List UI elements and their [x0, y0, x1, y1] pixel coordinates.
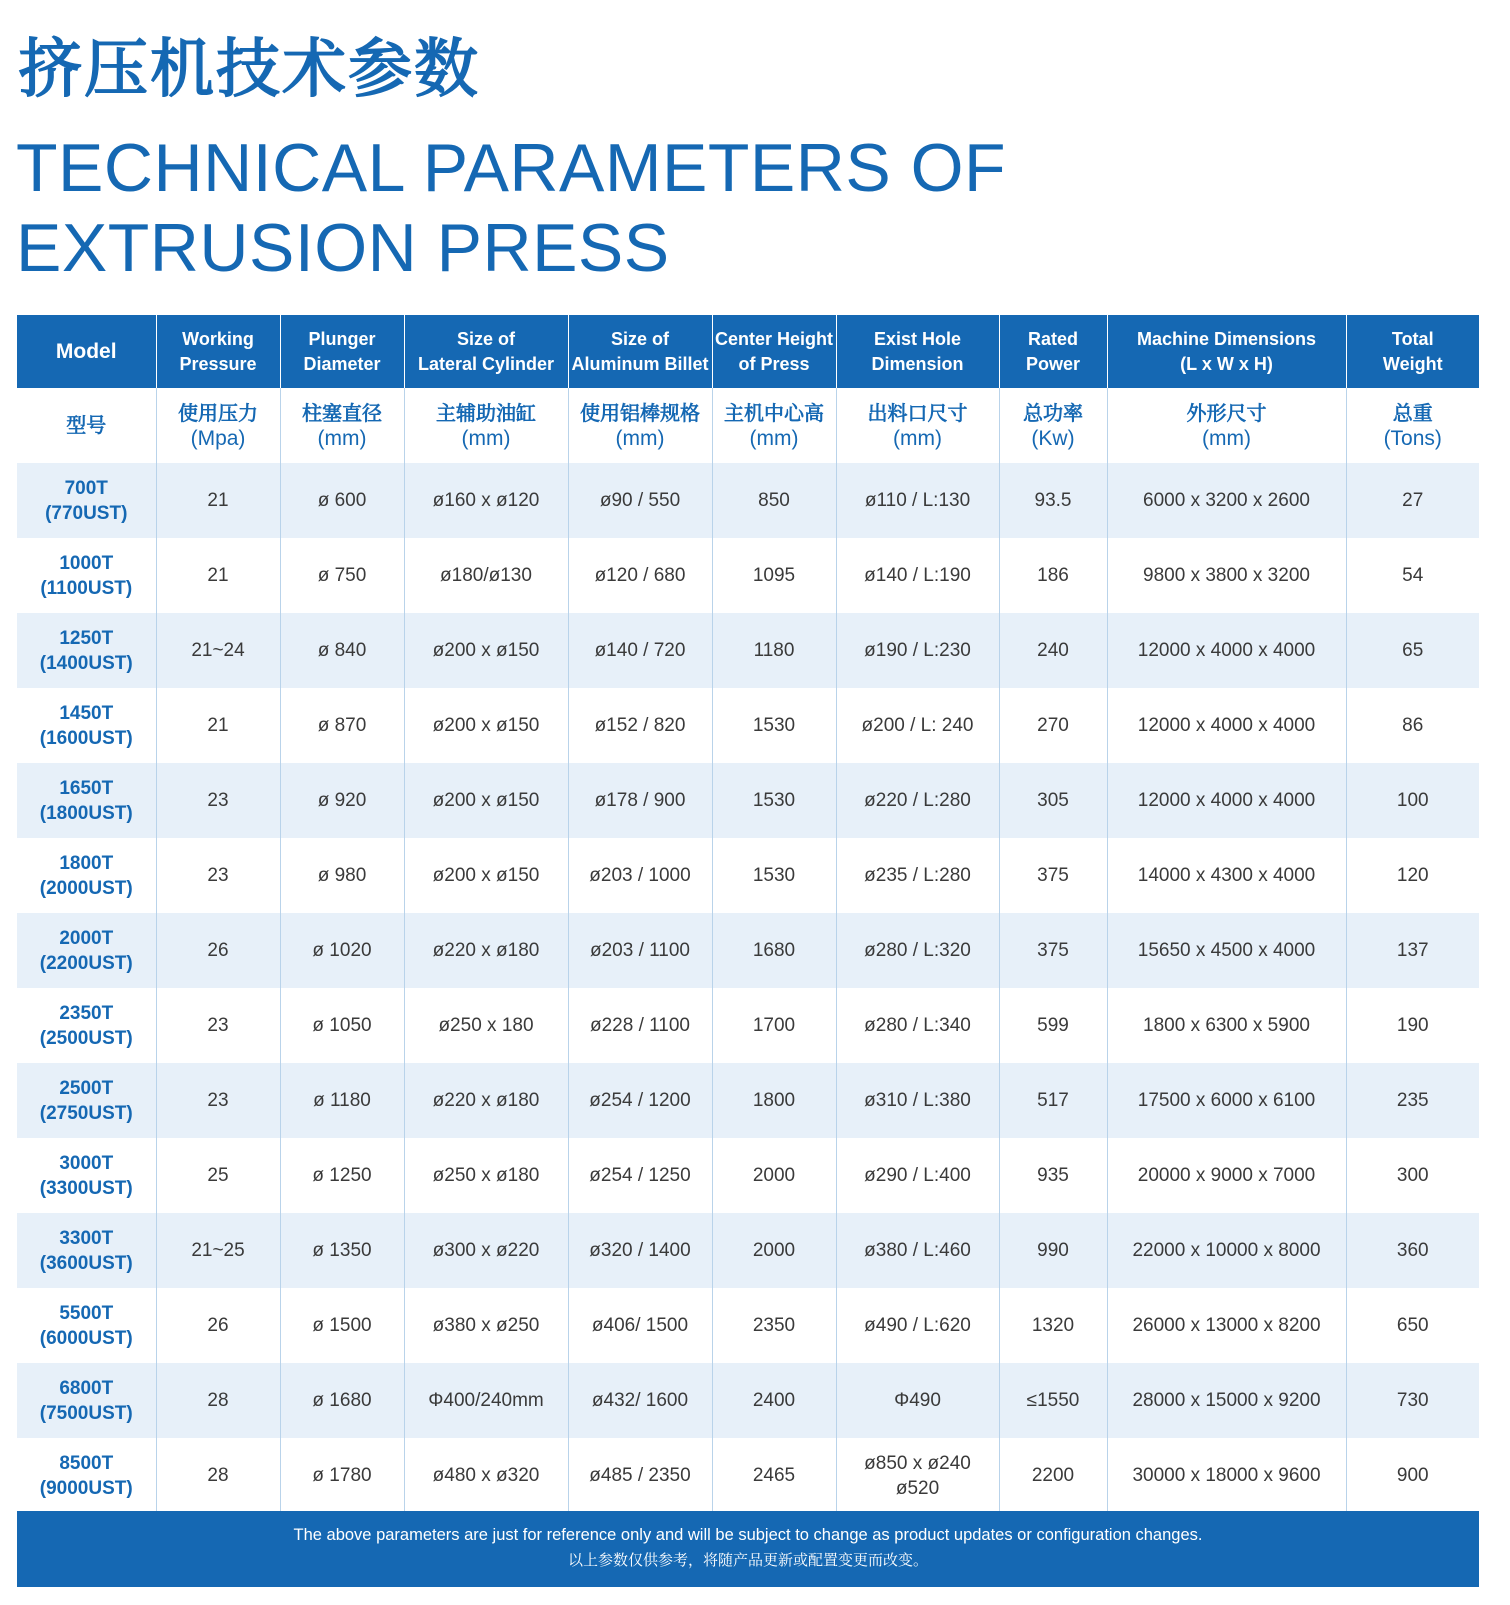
model-cell	[17, 988, 156, 1063]
cell-line: (1100UST)	[40, 577, 133, 599]
table-cell: ø 920	[280, 763, 404, 838]
model-cell	[17, 463, 156, 538]
table-row	[17, 1438, 1479, 1513]
model-cell	[17, 538, 156, 613]
table-cell	[836, 538, 999, 613]
header-cn-label: 总功率	[1023, 400, 1083, 425]
table-row	[17, 1138, 1479, 1213]
model-cell	[17, 1138, 156, 1213]
table-cell: 23	[156, 763, 280, 838]
cell-line: (3300UST)	[39, 1177, 133, 1199]
table-cell: ø 750	[280, 538, 404, 613]
table-cell: 300	[1346, 1138, 1479, 1213]
column-header-en	[712, 315, 836, 388]
table-cell: 21~24	[156, 613, 280, 688]
header-row-chinese	[17, 388, 1479, 463]
table-cell: 517	[999, 1063, 1107, 1138]
table-cell: ø250 x 180	[404, 988, 568, 1063]
header-cn-label: 出料口尺寸	[867, 400, 968, 425]
table-cell: 1680	[712, 913, 836, 988]
header-cn-label: 柱塞直径	[302, 400, 382, 425]
cell-line: (2500UST)	[39, 1027, 133, 1049]
table-cell: ø228 / 1100	[568, 988, 712, 1063]
header-unit: (mm)	[317, 426, 367, 450]
cell-line: 700T	[64, 477, 108, 499]
table-cell: 850	[712, 463, 836, 538]
table-cell: 120	[1346, 838, 1479, 913]
table-cell: 26	[156, 1288, 280, 1363]
page-title-english	[16, 128, 1006, 288]
header-cn-label: 使用铝棒规格	[580, 400, 700, 425]
table-cell: ø200 x ø150	[404, 763, 568, 838]
column-header-en	[568, 315, 712, 388]
cell-line: (770UST)	[45, 502, 128, 524]
table-cell: 23	[156, 988, 280, 1063]
column-header-en	[17, 315, 156, 388]
table-cell: ø180/ø130	[404, 538, 568, 613]
table-cell: 1320	[999, 1288, 1107, 1363]
table-cell: ø 1680	[280, 1363, 404, 1438]
table-body	[17, 463, 1479, 1513]
table-cell: 1530	[712, 688, 836, 763]
column-header-cn	[836, 388, 999, 463]
table-cell	[836, 1213, 999, 1288]
column-header-en	[156, 315, 280, 388]
model-cell	[17, 913, 156, 988]
disclaimer-english: The above parameters are just for reference only and will be subject to change as product updates or configuration changes.	[293, 1526, 1203, 1544]
table-cell: ø203 / 1100	[568, 913, 712, 988]
cell-line: Model	[55, 340, 117, 363]
table-cell: 12000 x 4000 x 4000	[1107, 763, 1346, 838]
table-cell: ø 870	[280, 688, 404, 763]
table-cell: ø 1350	[280, 1213, 404, 1288]
model-cell	[17, 1438, 156, 1513]
table-cell: 730	[1346, 1363, 1479, 1438]
cell-line: ø280 / L:340	[864, 1015, 971, 1036]
cell-line: 5500T	[59, 1302, 114, 1324]
table-cell: 1530	[712, 763, 836, 838]
title-line-1: TECHNICAL PARAMETERS OF	[16, 130, 1007, 206]
cell-line: ø220 / L:280	[864, 790, 971, 811]
cell-line: ø200 / L: 240	[861, 715, 974, 736]
table-cell	[836, 613, 999, 688]
header-unit: (mm)	[1202, 426, 1251, 450]
table-cell: 1180	[712, 613, 836, 688]
table-cell	[836, 1063, 999, 1138]
cell-line: ø190 / L:230	[864, 640, 971, 661]
column-header-en	[999, 315, 1107, 388]
table-cell	[836, 688, 999, 763]
table-cell: Φ400/240mm	[404, 1363, 568, 1438]
cell-line: Power	[1025, 353, 1081, 374]
column-header-en	[836, 315, 999, 388]
table-cell: ø380 x ø250	[404, 1288, 568, 1363]
table-cell: ø 1250	[280, 1138, 404, 1213]
header-unit: (mm)	[893, 426, 942, 450]
table-cell: 14000 x 4300 x 4000	[1107, 838, 1346, 913]
cell-line: ø380 / L:460	[864, 1240, 971, 1261]
table-cell: ø220 x ø180	[404, 1063, 568, 1138]
cell-line: Total	[1391, 328, 1434, 349]
table-cell	[836, 763, 999, 838]
model-cell	[17, 1363, 156, 1438]
cell-line: ø290 / L:400	[864, 1165, 971, 1186]
table-cell: ø 1180	[280, 1063, 404, 1138]
cell-line: Φ490	[894, 1390, 941, 1411]
column-header-en	[280, 315, 404, 388]
table-cell: ø200 x ø150	[404, 688, 568, 763]
table-row	[17, 988, 1479, 1063]
table-cell: 12000 x 4000 x 4000	[1107, 688, 1346, 763]
header-unit: (Tons)	[1383, 426, 1442, 450]
table-cell: 2465	[712, 1438, 836, 1513]
table-cell	[836, 913, 999, 988]
cell-line: 2350T	[59, 1002, 114, 1024]
table-cell	[836, 1438, 999, 1513]
table-row	[17, 913, 1479, 988]
cell-line: 6800T	[59, 1377, 114, 1399]
table-cell: ø432/ 1600	[568, 1363, 712, 1438]
table-cell: ø178 / 900	[568, 763, 712, 838]
model-cell	[17, 1213, 156, 1288]
table-cell: 2400	[712, 1363, 836, 1438]
table-cell: 6000 x 3200 x 2600	[1107, 463, 1346, 538]
column-header-cn	[1346, 388, 1479, 463]
header-cn-label: 主机中心高	[724, 400, 824, 425]
table-cell: ø485 / 2350	[568, 1438, 712, 1513]
table-cell: 21	[156, 463, 280, 538]
table-cell: ø220 x ø180	[404, 913, 568, 988]
table-cell: 27	[1346, 463, 1479, 538]
table-cell: 375	[999, 913, 1107, 988]
cell-line: 1000T	[59, 552, 114, 574]
table-cell: 21	[156, 688, 280, 763]
table-cell: 650	[1346, 1288, 1479, 1363]
table-cell: 86	[1346, 688, 1479, 763]
table-cell: 21	[156, 538, 280, 613]
cell-line: 8500T	[59, 1452, 114, 1474]
cell-line: Size of	[456, 328, 515, 349]
model-cell	[17, 1288, 156, 1363]
table-cell: 25	[156, 1138, 280, 1213]
table-row	[17, 538, 1479, 613]
table-cell: ø320 / 1400	[568, 1213, 712, 1288]
table-cell: 190	[1346, 988, 1479, 1063]
table-cell: 54	[1346, 538, 1479, 613]
cell-line: Size of	[610, 328, 669, 349]
cell-line: (1800UST)	[39, 802, 133, 824]
cell-line: 2500T	[59, 1077, 114, 1099]
cell-line: (2200UST)	[39, 952, 133, 974]
table-row	[17, 763, 1479, 838]
disclaimer-chinese: 以上参数仅供参考，将随产品更新或配置变更而改变。	[567, 1551, 928, 1569]
page-title-chinese: 挤压机技术参数	[18, 33, 480, 107]
cell-line: 3000T	[59, 1152, 114, 1174]
cell-line: Dimension	[871, 353, 964, 374]
table-cell: 270	[999, 688, 1107, 763]
cell-line: (6000UST)	[39, 1327, 133, 1349]
cell-line: ø110 / L:130	[864, 490, 971, 511]
header-cn-label: 总重	[1392, 400, 1433, 425]
table-cell: 30000 x 18000 x 9600	[1107, 1438, 1346, 1513]
cell-line: (3600UST)	[39, 1252, 133, 1274]
table-cell	[836, 1138, 999, 1213]
table-row	[17, 463, 1479, 538]
column-header-cn	[404, 388, 568, 463]
cell-line: Machine Dimensions	[1136, 328, 1317, 349]
column-header-en	[1346, 315, 1479, 388]
table-cell: ø 600	[280, 463, 404, 538]
cell-line: Rated	[1027, 328, 1078, 349]
table-cell: ø 1050	[280, 988, 404, 1063]
model-cell	[17, 1063, 156, 1138]
header-row-english	[17, 315, 1479, 388]
cell-line: (9000UST)	[39, 1477, 133, 1499]
table-row	[17, 688, 1479, 763]
table-cell	[836, 1288, 999, 1363]
cell-line: Diameter	[303, 353, 381, 374]
table-row	[17, 1213, 1479, 1288]
table-cell: 22000 x 10000 x 8000	[1107, 1213, 1346, 1288]
table-cell: ø406/ 1500	[568, 1288, 712, 1363]
cell-line: Center Height	[714, 328, 833, 349]
table-cell: ø 1500	[280, 1288, 404, 1363]
table-cell: ø 840	[280, 613, 404, 688]
cell-line: Working	[182, 328, 254, 349]
table-cell: 305	[999, 763, 1107, 838]
cell-line: ø850 x ø240	[864, 1452, 971, 1474]
cell-line: Weight	[1382, 353, 1443, 374]
table-cell: ø 980	[280, 838, 404, 913]
table-cell: 2350	[712, 1288, 836, 1363]
table-cell: 1095	[712, 538, 836, 613]
cell-line: Pressure	[179, 353, 257, 374]
cell-line: ø520	[895, 1477, 940, 1499]
table-cell	[836, 1363, 999, 1438]
header-cn-label: 外形尺寸	[1186, 400, 1267, 425]
table-cell: 2200	[999, 1438, 1107, 1513]
table-cell: 935	[999, 1138, 1107, 1213]
table-cell: 1800	[712, 1063, 836, 1138]
header-unit: (mm)	[749, 426, 799, 450]
table-cell: 235	[1346, 1063, 1479, 1138]
column-header-cn	[156, 388, 280, 463]
cell-line: ø310 / L:380	[864, 1090, 971, 1111]
table-cell: 20000 x 9000 x 7000	[1107, 1138, 1346, 1213]
disclaimer-footer	[17, 1511, 1479, 1587]
header-unit: (mm)	[615, 426, 665, 450]
cell-line: (2750UST)	[39, 1102, 133, 1124]
cell-line: of Press	[738, 353, 810, 374]
cell-line: ø490 / L:620	[864, 1315, 971, 1336]
cell-line: (1400UST)	[39, 652, 133, 674]
table-cell: 65	[1346, 613, 1479, 688]
column-header-en	[404, 315, 568, 388]
table-cell: ø140 / 720	[568, 613, 712, 688]
table-cell: 990	[999, 1213, 1107, 1288]
table-cell: 1700	[712, 988, 836, 1063]
table-cell: ø200 x ø150	[404, 613, 568, 688]
model-cell	[17, 688, 156, 763]
cell-line: 1450T	[59, 702, 114, 724]
column-header-cn	[999, 388, 1107, 463]
cell-line: ø140 / L:190	[864, 565, 971, 586]
table-cell: 93.5	[999, 463, 1107, 538]
table-cell: 9800 x 3800 x 3200	[1107, 538, 1346, 613]
header-unit: (Kw)	[1031, 426, 1075, 450]
table-cell: 1530	[712, 838, 836, 913]
technical-parameters-table	[17, 315, 1479, 1513]
cell-line: 2000T	[59, 927, 114, 949]
table-cell: 599	[999, 988, 1107, 1063]
table-cell: ø120 / 680	[568, 538, 712, 613]
cell-line: (7500UST)	[39, 1402, 133, 1424]
table-cell: ø160 x ø120	[404, 463, 568, 538]
cell-line: Aluminum Billet	[571, 353, 709, 374]
table-cell: ø203 / 1000	[568, 838, 712, 913]
table-cell: 240	[999, 613, 1107, 688]
header-cn-label: 主辅助油缸	[436, 400, 536, 425]
table-cell: 375	[999, 838, 1107, 913]
cell-line: 1800T	[59, 852, 114, 874]
model-cell	[17, 613, 156, 688]
table-row	[17, 1288, 1479, 1363]
table-cell: 360	[1346, 1213, 1479, 1288]
table-cell: 21~25	[156, 1213, 280, 1288]
table-cell: 186	[999, 538, 1107, 613]
table-cell: 28	[156, 1363, 280, 1438]
table-cell: ø152 / 820	[568, 688, 712, 763]
cell-line: Lateral Cylinder	[417, 353, 555, 374]
table-cell: 2000	[712, 1138, 836, 1213]
title-line-2: EXTRUSION PRESS	[16, 210, 670, 286]
header-cn-label: 使用压力	[178, 400, 258, 425]
table-cell: ø200 x ø150	[404, 838, 568, 913]
table-cell: ø 1020	[280, 913, 404, 988]
cell-line: 1650T	[59, 777, 114, 799]
column-header-cn	[712, 388, 836, 463]
table-cell	[836, 463, 999, 538]
cell-line: ø235 / L:280	[864, 865, 971, 886]
table-row	[17, 613, 1479, 688]
table-cell: 137	[1346, 913, 1479, 988]
column-header-cn	[1107, 388, 1346, 463]
table-cell: ≤1550	[999, 1363, 1107, 1438]
header-unit: (Mpa)	[190, 426, 246, 450]
table-cell: 100	[1346, 763, 1479, 838]
table-cell: 28000 x 15000 x 9200	[1107, 1363, 1346, 1438]
header-unit: (mm)	[461, 426, 511, 450]
table-cell: 23	[156, 1063, 280, 1138]
cell-line: (2000UST)	[39, 877, 133, 899]
table-cell: 1800 x 6300 x 5900	[1107, 988, 1346, 1063]
table-cell: 17500 x 6000 x 6100	[1107, 1063, 1346, 1138]
column-header-cn	[280, 388, 404, 463]
cell-line: (L x W x H)	[1180, 353, 1273, 374]
header-cn-label: 型号	[66, 413, 107, 437]
cell-line: ø280 / L:320	[864, 940, 971, 961]
cell-line: (1600UST)	[39, 727, 133, 749]
table-cell: 15650 x 4500 x 4000	[1107, 913, 1346, 988]
table-cell: 26	[156, 913, 280, 988]
cell-line: 1250T	[59, 627, 114, 649]
table-row	[17, 1363, 1479, 1438]
table-cell: 12000 x 4000 x 4000	[1107, 613, 1346, 688]
cell-line: 3300T	[59, 1227, 114, 1249]
table-row	[17, 1063, 1479, 1138]
table-cell: 900	[1346, 1438, 1479, 1513]
table-cell: 23	[156, 838, 280, 913]
table-cell: ø250 x ø180	[404, 1138, 568, 1213]
table-cell	[836, 988, 999, 1063]
table-cell: 28	[156, 1438, 280, 1513]
table-cell: ø480 x ø320	[404, 1438, 568, 1513]
cell-line: Exist Hole	[873, 328, 962, 349]
column-header-cn	[568, 388, 712, 463]
table-cell: ø254 / 1250	[568, 1138, 712, 1213]
model-cell	[17, 838, 156, 913]
table-cell: ø 1780	[280, 1438, 404, 1513]
table-cell: ø90 / 550	[568, 463, 712, 538]
table-cell: ø300 x ø220	[404, 1213, 568, 1288]
model-cell	[17, 763, 156, 838]
table-cell	[836, 838, 999, 913]
table-cell: ø254 / 1200	[568, 1063, 712, 1138]
column-header-cn	[17, 388, 156, 463]
table-cell: 26000 x 13000 x 8200	[1107, 1288, 1346, 1363]
cell-line: Plunger	[308, 328, 376, 349]
table-cell: 2000	[712, 1213, 836, 1288]
column-header-en	[1107, 315, 1346, 388]
table-row	[17, 838, 1479, 913]
